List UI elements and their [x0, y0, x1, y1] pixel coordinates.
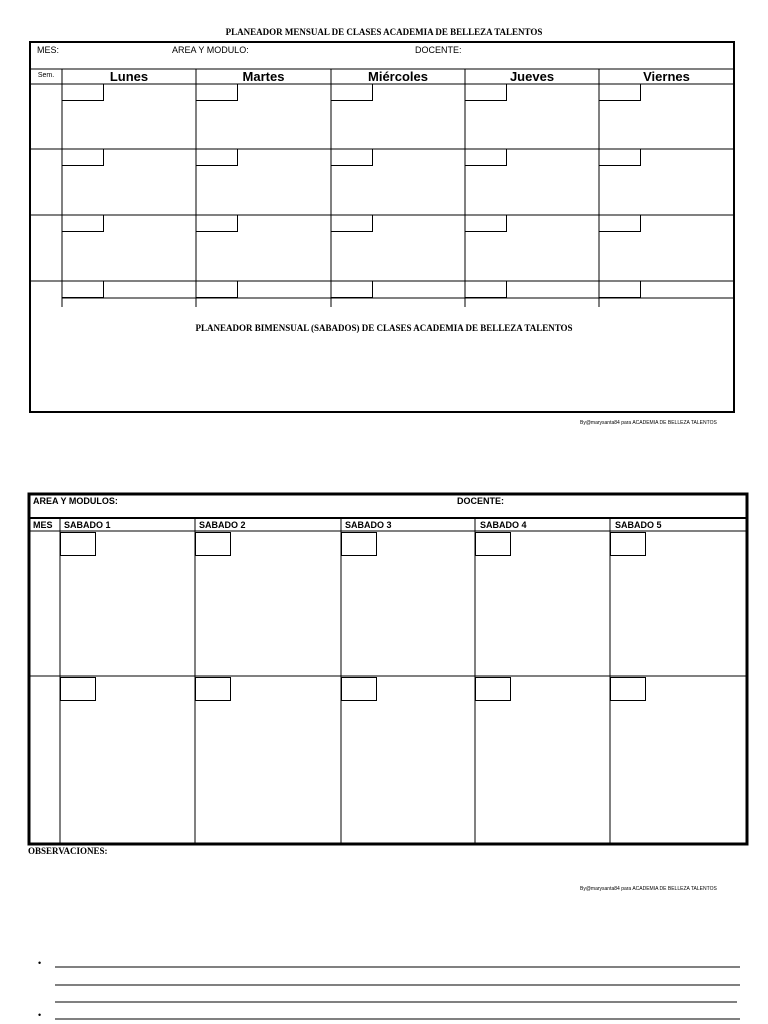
- monthly-date-box[interactable]: [331, 281, 373, 298]
- monthly-date-box[interactable]: [196, 84, 238, 101]
- day-header-lunes: Lunes: [109, 69, 149, 84]
- day-header-miercoles: Miércoles: [368, 69, 428, 84]
- bullet-2: •: [38, 1010, 42, 1020]
- docente-label: DOCENTE:: [415, 45, 462, 55]
- sabado-2-header: SABADO 2: [199, 520, 246, 530]
- monthly-date-box[interactable]: [196, 149, 238, 166]
- monthly-date-box[interactable]: [331, 149, 373, 166]
- saturday-date-box[interactable]: [341, 532, 377, 556]
- observaciones-label: OBSERVACIONES:: [28, 846, 108, 856]
- sabado-1-header: SABADO 1: [64, 520, 111, 530]
- mes-column-header: MES: [33, 520, 53, 530]
- docente-label-sat: DOCENTE:: [457, 496, 504, 506]
- monthly-date-box[interactable]: [599, 281, 641, 298]
- monthly-date-box[interactable]: [465, 215, 507, 232]
- sabado-4-header: SABADO 4: [480, 520, 527, 530]
- saturday-date-box[interactable]: [60, 677, 96, 701]
- monthly-date-box[interactable]: [331, 84, 373, 101]
- monthly-date-box[interactable]: [62, 149, 104, 166]
- monthly-date-box[interactable]: [196, 215, 238, 232]
- bullet-1: •: [38, 958, 42, 968]
- saturday-date-box[interactable]: [60, 532, 96, 556]
- monthly-date-box[interactable]: [599, 215, 641, 232]
- day-header-martes: Martes: [242, 69, 285, 84]
- sabado-3-header: SABADO 3: [345, 520, 392, 530]
- saturday-date-box[interactable]: [475, 677, 511, 701]
- saturday-date-box[interactable]: [195, 532, 231, 556]
- monthly-date-box[interactable]: [465, 281, 507, 298]
- monthly-date-box[interactable]: [599, 84, 641, 101]
- mes-label: MES:: [37, 45, 60, 55]
- sem-label: Sem.: [37, 72, 55, 79]
- saturday-date-box[interactable]: [195, 677, 231, 701]
- credit-top: By@marysanta84 para ACADEMIA DE BELLEZA TALENTOS: [580, 420, 717, 426]
- monthly-date-box[interactable]: [465, 149, 507, 166]
- monthly-title: PLANEADOR MENSUAL DE CLASES ACADEMIA DE BELLEZA TALENTOS: [225, 27, 543, 37]
- credit-bottom: By@marysanta84 para ACADEMIA DE BELLEZA TALENTOS: [580, 886, 717, 892]
- area-modulos-label: AREA Y MODULOS:: [33, 496, 118, 506]
- monthly-date-box[interactable]: [599, 149, 641, 166]
- bimonthly-title: PLANEADOR BIMENSUAL (SABADOS) DE CLASES ACADEMIA DE BELLEZA TALENTOS: [195, 323, 573, 333]
- saturday-date-box[interactable]: [475, 532, 511, 556]
- monthly-date-box[interactable]: [62, 215, 104, 232]
- saturday-date-box[interactable]: [610, 532, 646, 556]
- area-modulo-label: AREA Y MODULO:: [172, 45, 249, 55]
- monthly-date-box[interactable]: [62, 281, 104, 298]
- sabado-5-header: SABADO 5: [615, 520, 662, 530]
- saturday-date-box[interactable]: [610, 677, 646, 701]
- saturday-date-box[interactable]: [341, 677, 377, 701]
- day-header-viernes: Viernes: [643, 69, 690, 84]
- monthly-date-box[interactable]: [331, 215, 373, 232]
- monthly-date-box[interactable]: [196, 281, 238, 298]
- day-header-jueves: Jueves: [509, 69, 555, 84]
- monthly-date-box[interactable]: [465, 84, 507, 101]
- monthly-date-box[interactable]: [62, 84, 104, 101]
